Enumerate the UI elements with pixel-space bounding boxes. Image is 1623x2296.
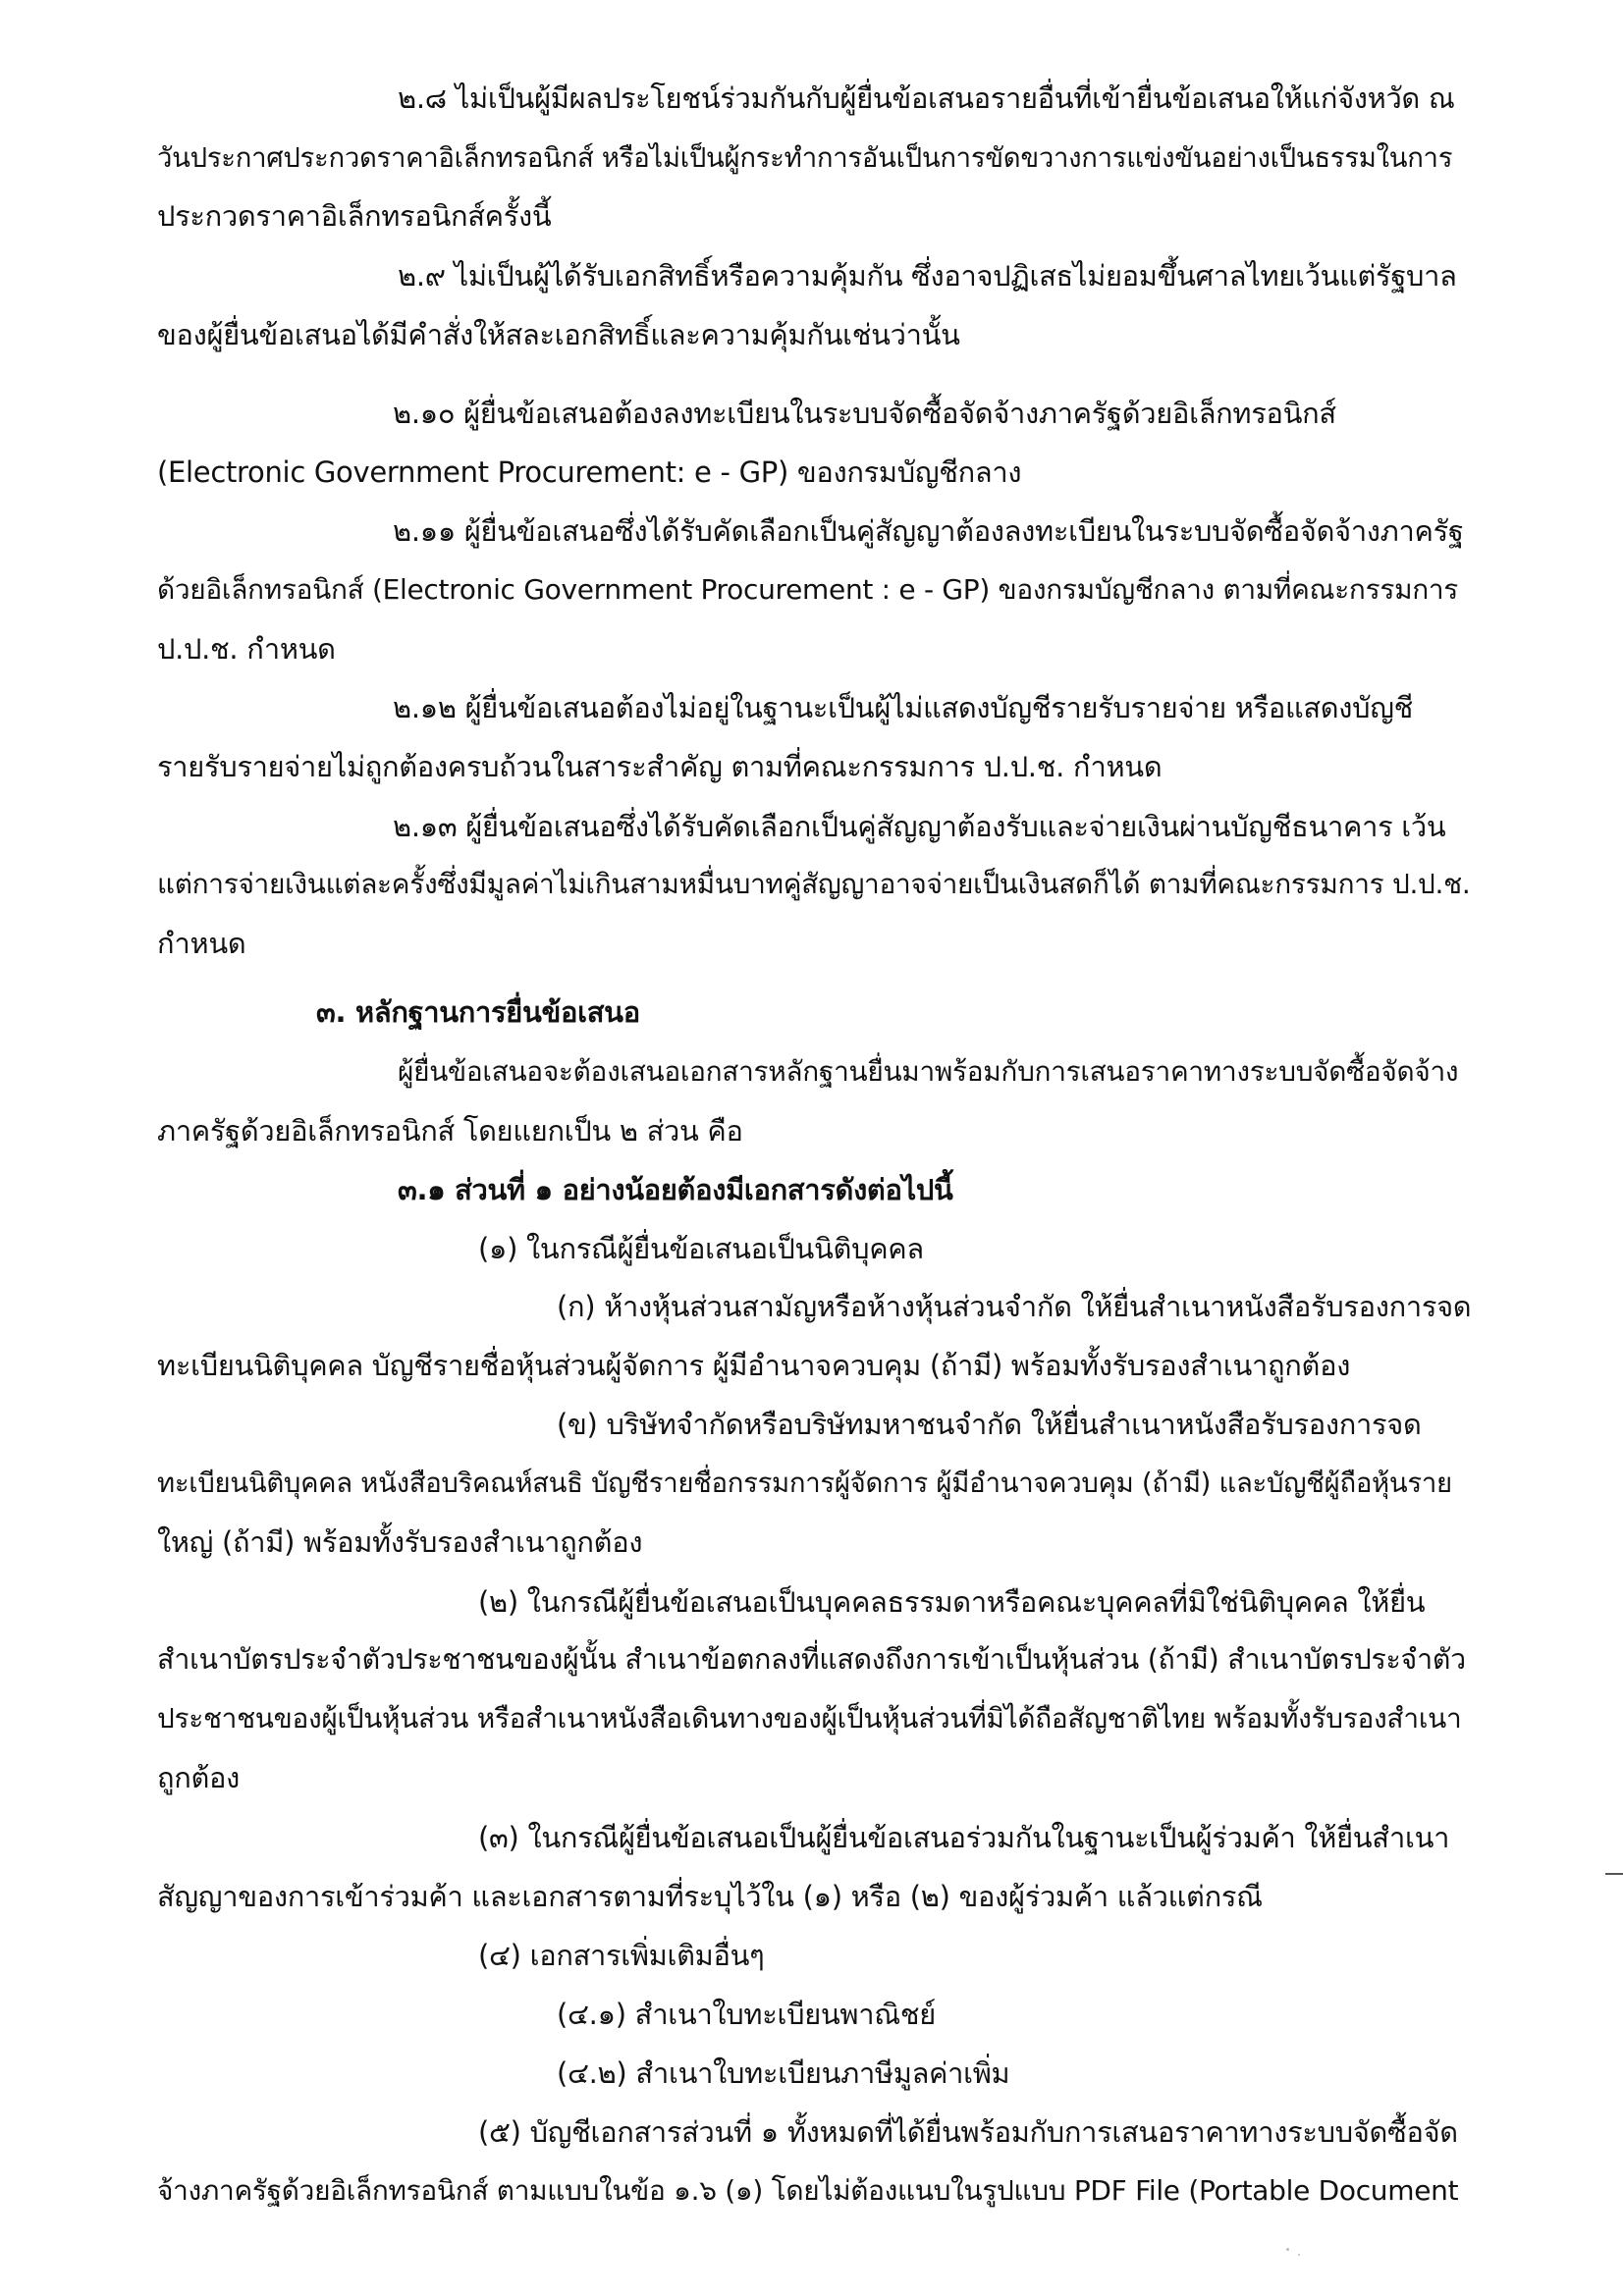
- item-3-line-2: สัญญาของการเข้าร่วมค้า และเอกสารตามที่ระบุไว้ใน (๑) หรือ (๒) ของผู้ร่วมค้า แล้วแต่กรณี: [157, 1880, 1263, 1913]
- item-1-a-line-2: ทะเบียนนิติบุคคล บัญชีรายชื่อหุ้นส่วนผู้จัดการ ผู้มีอำนาจควบคุม (ถ้ามี) พร้อมทั้งรับรองสำเนาถูกต้อง: [157, 1349, 1351, 1382]
- item-5-line-1: (๕) บัญชีเอกสารส่วนที่ ๑ ทั้งหมดที่ได้ยื่นพร้อมกับการเสนอราคาทางระบบจัดซื้อจัด: [478, 2115, 1458, 2149]
- para-2-8-line-3: ประกวดราคาอิเล็กทรอนิกส์ครั้งนี้: [157, 199, 552, 233]
- para-2-11-line-1: ๒.๑๑ ผู้ยื่นข้อเสนอซึ่งได้รับคัดเลือกเป็นคู่สัญญาต้องลงทะเบียนในระบบจัดซื้อจัดจ้างภาครัฐ: [393, 514, 1464, 548]
- section-3-line-2: ภาครัฐด้วยอิเล็กทรอนิกส์ โดยแยกเป็น ๒ ส่วน คือ: [157, 1114, 743, 1148]
- item-1: (๑) ในกรณีผู้ยื่นข้อเสนอเป็นนิติบุคคล: [478, 1232, 924, 1265]
- para-2-8-line-2: วันประกาศประกวดราคาอิเล็กทรอนิกส์ หรือไม่เป็นผู้กระทำการอันเป็นการขัดขวางการแข่งขันอย่างเป็นธรรมในการ: [157, 142, 1453, 174]
- item-3-line-1: (๓) ในกรณีผู้ยื่นข้อเสนอเป็นผู้ยื่นข้อเสนอร่วมกันในฐานะเป็นผู้ร่วมค้า ให้ยื่นสำเนา: [478, 1821, 1450, 1854]
- item-2-line-3: ประชาชนของผู้เป็นหุ้นส่วน หรือสำเนาหนังสือเดินทางของผู้เป็นหุ้นส่วนที่มิได้ถือสัญชาติไทย พร้อมทั้งรับรองสำเนา: [157, 1702, 1462, 1735]
- scan-speck: [1286, 2248, 1289, 2251]
- para-2-12-line-1: ๒.๑๒ ผู้ยื่นข้อเสนอต้องไม่อยู่ในฐานะเป็นผู้ไม่แสดงบัญชีรายรับรายจ่าย หรือแสดงบัญชี: [393, 691, 1414, 724]
- para-2-11-line-3: ป.ป.ช. กำหนด: [157, 632, 336, 666]
- item-2-line-2: สำเนาบัตรประจำตัวประชาชนของผู้นั้น สำเนาข้อตกลงที่แสดงถึงการเข้าเป็นหุ้นส่วน (ถ้ามี) สำเนาบัตรประจำตัว: [157, 1643, 1466, 1676]
- section-3-1-heading: ๓.๑ ส่วนที่ ๑ อย่างน้อยต้องมีเอกสารดังต่อไปนี้: [398, 1173, 953, 1206]
- item-1-b-line-2: ทะเบียนนิติบุคคล หนังสือบริคณห์สนธิ บัญชีรายชื่อกรรมการผู้จัดการ ผู้มีอำนาจควบคุม (ถ้ามี) และบัญชีผู้ถือหุ้นราย: [157, 1468, 1452, 1499]
- para-2-13-line-3: กำหนด: [157, 927, 246, 960]
- scan-speck: [1298, 2254, 1300, 2256]
- section-3-heading: ๓. หลักฐานการยื่นข้อเสนอ: [316, 995, 640, 1029]
- item-4-2: (๔.๒) สำเนาใบทะเบียนภาษีมูลค่าเพิ่ม: [557, 2056, 1010, 2090]
- para-2-8-line-1: ๒.๘ ไม่เป็นผู้มีผลประโยชน์ร่วมกันกับผู้ยื่นข้อเสนอรายอื่นที่เข้ายื่นข้อเสนอให้แก่จังหวัด ณ: [398, 81, 1455, 115]
- para-2-13-line-2: แต่การจ่ายเงินแต่ละครั้งซึ่งมีมูลค่าไม่เกินสามหมื่นบาทคู่สัญญาอาจจ่ายเป็นเงินสดก็ได้ ตามที่คณะกรรมการ ป.ป.ช.: [157, 868, 1471, 900]
- item-1-b-line-1: (ข) บริษัทจำกัดหรือบริษัทมหาชนจำกัด ให้ยื่นสำเนาหนังสือรับรองการจด: [557, 1408, 1422, 1441]
- item-4: (๔) เอกสารเพิ่มเติมอื่นๆ: [478, 1939, 765, 1972]
- item-4-1: (๔.๑) สำเนาใบทะเบียนพาณิชย์: [557, 1998, 936, 2031]
- para-2-13-line-1: ๒.๑๓ ผู้ยื่นข้อเสนอซึ่งได้รับคัดเลือกเป็นคู่สัญญาต้องรับและจ่ายเงินผ่านบัญชีธนาคาร เว้น: [393, 810, 1446, 843]
- para-2-9-line-1: ๒.๙ ไม่เป็นผู้ได้รับเอกสิทธิ์หรือความคุ้มกัน ซึ่งอาจปฏิเสธไม่ยอมขึ้นศาลไทยเว้นแต่รัฐบาล: [398, 259, 1457, 293]
- para-2-10-line-2: (Electronic Government Procurement: e - GP) ของกรมบัญชีกลาง: [157, 455, 1022, 489]
- item-1-a-line-1: (ก) ห้างหุ้นส่วนสามัญหรือห้างหุ้นส่วนจำกัด ให้ยื่นสำเนาหนังสือรับรองการจด: [557, 1290, 1472, 1323]
- para-2-10-line-1: ๒.๑๐ ผู้ยื่นข้อเสนอต้องลงทะเบียนในระบบจัดซื้อจัดจ้างภาครัฐด้วยอิเล็กทรอนิกส์: [393, 397, 1336, 430]
- item-2-line-1: (๒) ในกรณีผู้ยื่นข้อเสนอเป็นบุคคลธรรมดาหรือคณะบุคคลที่มิใช่นิติบุคคล ให้ยื่น: [478, 1585, 1426, 1619]
- item-5-line-2: จ้างภาครัฐด้วยอิเล็กทรอนิกส์ ตามแบบในข้อ ๑.๖ (๑) โดยไม่ต้องแนบในรูปแบบ PDF File (Portable Document: [157, 2174, 1459, 2207]
- para-2-9-line-2: ของผู้ยื่นข้อเสนอได้มีคำสั่งให้สละเอกสิทธิ์และความคุ้มกันเช่นว่านั้น: [157, 318, 960, 351]
- item-1-b-line-3: ใหญ่ (ถ้ามี) พร้อมทั้งรับรองสำเนาถูกต้อง: [157, 1525, 643, 1559]
- item-2-line-4: ถูกต้อง: [157, 1761, 241, 1794]
- para-2-12-line-2: รายรับรายจ่ายไม่ถูกต้องครบถ้วนในสาระสำคัญ ตามที่คณะกรรมการ ป.ป.ช. กำหนด: [157, 750, 1163, 783]
- section-3-line-1: ผู้ยื่นข้อเสนอจะต้องเสนอเอกสารหลักฐานยื่นมาพร้อมกับการเสนอราคาทางระบบจัดซื้อจัดจ้าง: [398, 1055, 1459, 1088]
- para-2-11-line-2: ด้วยอิเล็กทรอนิกส์ (Electronic Government Procurement : e - GP) ของกรมบัญชีกลาง ตามที่คณะกรรมการ: [157, 573, 1459, 606]
- margin-mark: [1605, 1873, 1623, 1875]
